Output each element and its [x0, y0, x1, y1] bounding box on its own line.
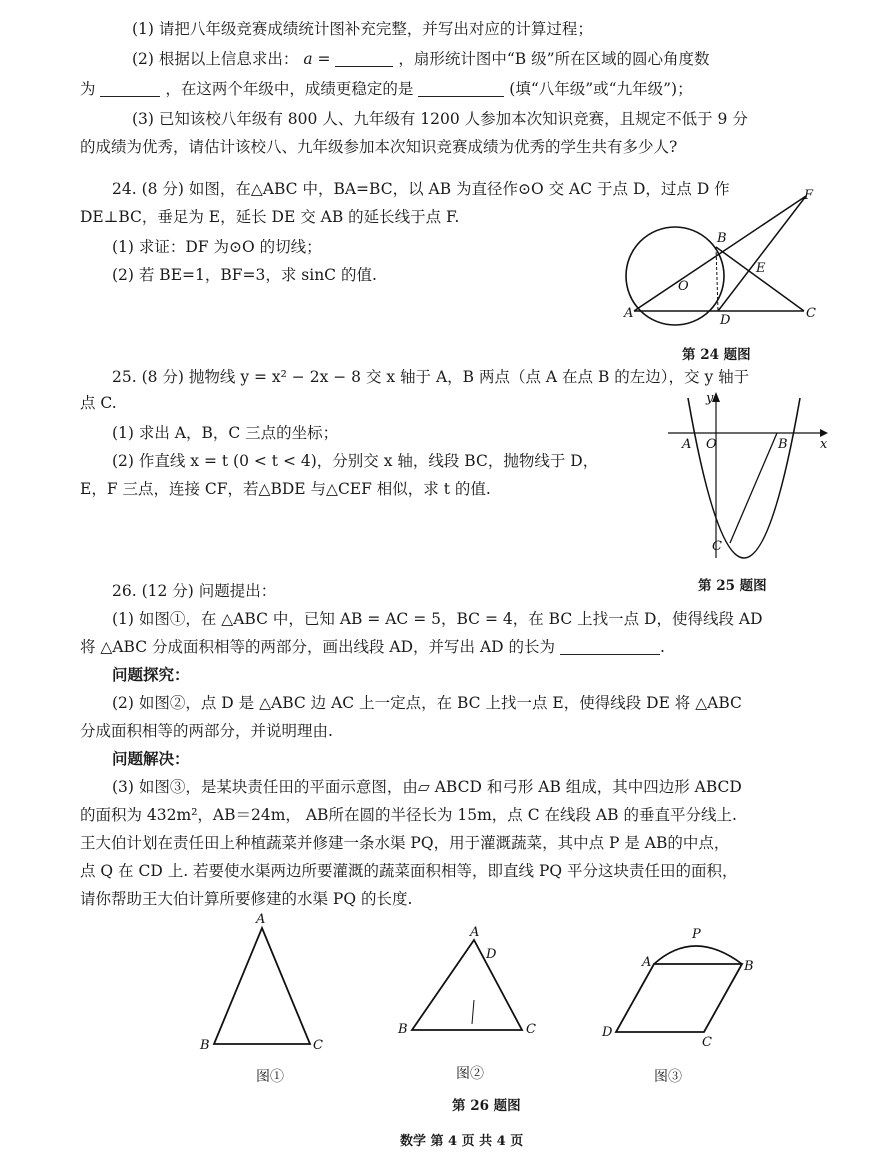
q24-label-f: F	[804, 188, 814, 203]
q26-part3-line2: 的面积为 432m²，AB＝24m， AB所在圆的半径长为 15m，点 C 在线段 AB 的垂直平分线上.	[80, 806, 737, 824]
q26-figure2	[392, 920, 552, 1050]
q25-part2-line1: (2) 作直线 x = t (0 < t < 4)，分别交 x 轴，线段 BC，抛物线于 D，	[112, 452, 599, 470]
q26-fig2-label-d: D	[486, 947, 497, 962]
q26-fig2-label-b: B	[398, 1022, 408, 1037]
q25-part2-line2: E，F 三点，连接 CF，若△BDE 与△CEF 相似，求 t 的值.	[80, 480, 491, 498]
q24-part2: (2) 若 BE=1，BF=3，求 sinC 的值.	[112, 266, 377, 284]
q26-fig3-caption: 图③	[654, 1069, 682, 1085]
q25-label-o: O	[706, 437, 717, 452]
q25-label-a: A	[682, 437, 692, 452]
q26-fig3-parallelogram	[616, 964, 742, 1032]
q26-fig3-label-b: B	[744, 959, 754, 974]
q23-part2-text-e: (填“八年级”或“九年级”)；	[509, 80, 693, 98]
q25-part1: (1) 求出 A，B，C 三点的坐标；	[112, 424, 339, 442]
q24-stem-line1: 24. (8 分) 如图，在△ABC 中，BA=BC，以 AB 为直径作⊙O 交 AC 于点 D，过点 D 作	[112, 180, 730, 198]
q23-part2-text-c: 为	[80, 80, 96, 98]
q26-figure3	[594, 918, 774, 1048]
q26-figure1	[196, 908, 336, 1058]
q23-part2-text-b: ，扇形统计图中“B 级”所在区域的圆心角度数	[398, 50, 710, 68]
q25-stem-line1: 25. (8 分) 抛物线 y = x² − 2x − 8 交 x 轴于 A，B 两点（点 A 在点 B 的左边），交 y 轴于	[112, 368, 750, 386]
q26-part3-line4: 点 Q 在 CD 上. 若要使水渠两边所要灌溉的蔬菜面积相等，即直线 PQ 平分这块责任田的面积，	[80, 862, 738, 880]
q26-fig2-triangle	[412, 940, 522, 1030]
q24-label-e: E	[756, 261, 766, 276]
q26-fig1-caption: 图①	[256, 1069, 284, 1085]
q26-caption: 第 26 题图	[452, 1098, 521, 1114]
q26-fig3-label-p: P	[692, 927, 701, 942]
q26-fig1-triangle	[214, 928, 310, 1044]
q25-figure	[660, 388, 840, 564]
q26-fig1-label-a: A	[256, 912, 266, 927]
q26-fig1-label-b: B	[200, 1038, 210, 1053]
q23-part3-line1: (3) 已知该校八年级有 800 人、九年级有 1200 人参加本次知识竞赛，且规定不低于 9 分	[132, 110, 748, 128]
q23-answer-blank-grade	[418, 80, 504, 97]
q26-fig3-label-c: C	[702, 1035, 712, 1048]
q26-part1-line1: (1) 如图①，在 △ABC 中，已知 AB = AC = 5，BC = 4，在 BC 上找一点 D，使得线段 AD	[112, 610, 763, 628]
q24-part1: (1) 求证：DF 为⊙O 的切线；	[112, 238, 322, 256]
q24-label-o: O	[678, 279, 689, 294]
q26-fig2-mark	[472, 1000, 474, 1024]
q26-fig2-label-c: C	[526, 1022, 536, 1037]
q23-part2-text-d: ，在这两个年级中，成绩更稳定的是	[165, 80, 414, 98]
q24-figure	[618, 184, 838, 334]
q25-label-b: B	[778, 437, 788, 452]
q26-fig3-label-a: A	[642, 955, 652, 970]
q26-part3-line1: (3) 如图③，是某块责任田的平面示意图，由▱ ABCD 和弓形 AB 组成，其中四边形 ABCD	[112, 778, 742, 796]
q23-part2-line1	[132, 48, 710, 70]
q24-segment-df	[718, 196, 806, 311]
q25-label-x: x	[820, 437, 828, 452]
q26-part1-text: 将 △ABC 分成面积相等的两部分，画出线段 AD，并写出 AD 的长为	[80, 638, 556, 656]
q23-part2-line2	[80, 78, 693, 100]
q26-part2-line2: 分成面积相等的两部分，并说明理由.	[80, 722, 333, 740]
q26-fig2-label-a: A	[470, 925, 480, 940]
q23-part2-text-a: (2) 根据以上信息求出：	[132, 50, 299, 68]
q26-explore-heading: 问题探究：	[112, 665, 190, 684]
q26-part3-line5: 请你帮助王大伯计算所要修建的水渠 PQ 的长度.	[80, 890, 413, 908]
q25-label-c: C	[712, 539, 722, 554]
q25-parabola	[688, 398, 800, 558]
q26-fig3-label-d: D	[602, 1025, 613, 1040]
q26-part1-line2: 将 △ABC 分成面积相等的两部分，画出线段 AD，并写出 AD 的长为 .	[80, 638, 665, 656]
q23-variable-a: a =	[303, 50, 331, 68]
q24-label-c: C	[806, 306, 816, 321]
q25-segment-bc	[730, 433, 777, 543]
q23-part1: (1) 请把八年级竞赛成绩统计图补充完整，并写出对应的计算过程；	[132, 20, 593, 38]
q24-stem-line2: DE⊥BC，垂足为 E，延长 DE 交 AB 的延长线于点 F.	[80, 208, 460, 226]
q26-fig1-label-c: C	[313, 1038, 323, 1053]
q25-label-y: y	[706, 391, 714, 406]
page-footer: 数学 第 4 页 共 4 页	[400, 1134, 524, 1149]
q26-fig3-arc-ab	[654, 946, 742, 964]
q24-label-d: D	[720, 313, 731, 328]
q26-fig2-caption: 图②	[456, 1066, 484, 1082]
q26-part2-line1: (2) 如图②，点 D 是 △ABC 边 AC 上一定点，在 BC 上找一点 E，使得线段 DE 将 △ABC	[112, 694, 742, 712]
q26-stem: 26. (12 分) 问题提出：	[112, 582, 277, 600]
q25-x-axis-arrow	[820, 429, 828, 437]
q24-label-b: B	[717, 231, 727, 246]
q23-answer-blank-a	[335, 50, 393, 67]
q23-part3-line2: 的成绩为优秀，请估计该校八、九年级参加本次知识竞赛成绩为优秀的学生共有多少人?	[80, 138, 678, 156]
q26-solve-heading: 问题解决：	[112, 749, 190, 768]
q23-answer-blank-angle	[100, 80, 160, 97]
q24-label-a: A	[624, 306, 634, 321]
q25-stem-line2: 点 C.	[80, 394, 117, 412]
q26-part3-line3: 王大伯计划在责任田上种植蔬菜并修建一条水渠 PQ，用于灌溉蔬菜，其中点 P 是 AB的中点，	[80, 834, 730, 852]
q26-answer-blank-ad	[560, 638, 660, 655]
q24-caption: 第 24 题图	[682, 347, 751, 363]
q25-caption: 第 25 题图	[698, 578, 767, 594]
